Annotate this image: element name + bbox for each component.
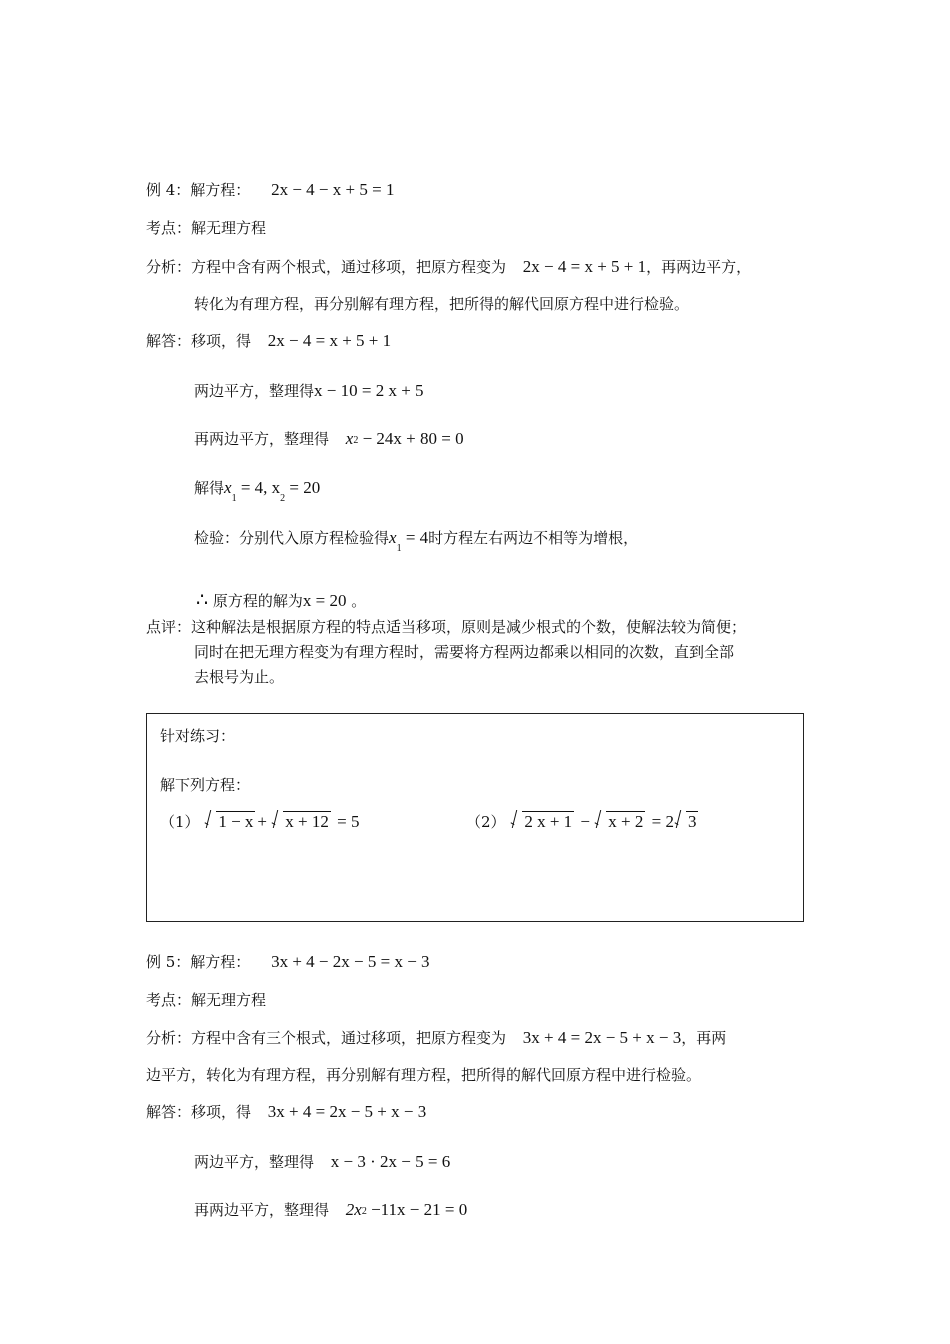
radical: x + 2 <box>594 812 645 832</box>
ex4-dianping-line1: 点评：这种解法是根据原方程的特点适当移项，原则是减少根式的个数，使解法较为简便； <box>146 618 747 636</box>
ex5-step2-equation: 2x2 −11x − 21 = 0 <box>345 1200 468 1219</box>
ex4-jieda-equation: 2x − 4 = x + 5 + 1 <box>267 331 392 350</box>
ex5-step1-equation: x − 3 · 2x − 5 = 6 <box>330 1152 451 1171</box>
practice-problem-2: （2） 2 x + 1 − x + 2 = 2 3 <box>466 812 700 832</box>
ex4-title-equation: 2x − 4 − x + 5 = 1 <box>271 180 395 199</box>
radical: x + 12 <box>271 812 331 832</box>
ex4-step3-equation: $x_1 = 4$, $x_2 = 20$ <box>224 478 321 504</box>
ex5-fenxi-line1: 分析：方程中含有三个根式，通过移项，把原方程变为 3x + 4 = 2x − 5 + x − 3，再两 <box>146 1028 727 1047</box>
ex4-jieda: 解答：移项，得 2x − 4 = x + 5 + 1 <box>146 331 392 350</box>
ex4-fenxi-line1: 分析：方程中含有两个根式，通过移项，把原方程变为 2x − 4 = x + 5 + 1，再两边平方， <box>146 257 752 276</box>
radical: 1 − x <box>204 812 255 832</box>
ex5-kaodian: 考点：解无理方程 <box>146 991 267 1009</box>
ex5-jieda: 解答：移项，得 3x + 4 = 2x − 5 + x − 3 <box>146 1102 427 1121</box>
ex4-title: 例 4：解方程： 2x − 4 − x + 5 = 1 <box>146 180 395 199</box>
practice-instruction: 解下列方程： <box>160 776 251 794</box>
ex4-kaodian: 考点：解无理方程 <box>146 219 267 237</box>
ex5-step2: 再两边平方，整理得 2x2 −11x − 21 = 0 <box>194 1200 468 1219</box>
ex4-step1: 两边平方，整理得x − 10 = 2 x + 5 <box>194 381 424 400</box>
ex4-fenxi-equation: 2x − 4 = x + 5 + 1 <box>522 257 647 276</box>
ex4-step2: 再两边平方，整理得 x2 − 24x + 80 = 0 <box>194 429 464 448</box>
practice-problem-2-equation: 2 x + 1 − x + 2 = 2 3 <box>510 812 700 831</box>
ex5-title-equation: 3x + 4 − 2x − 5 = x − 3 <box>271 952 430 971</box>
ex5-fenxi-equation: 3x + 4 = 2x − 5 + x − 3 <box>522 1028 682 1047</box>
therefore-symbol: ∴ <box>196 589 209 611</box>
ex4-dianping-line3: 去根号为止。 <box>194 668 285 686</box>
ex5-title: 例 5：解方程： 3x + 4 − 2x − 5 = x − 3 <box>146 952 430 971</box>
practice-problem-1: （1） 1 − x + x + 12 = 5 <box>160 812 360 831</box>
ex5-fenxi-line2: 边平方，转化为有理方程，再分别解有理方程，把所得的解代回原方程中进行检验。 <box>146 1066 702 1084</box>
ex4-step1-equation: x − 10 = 2 x + 5 <box>314 381 424 400</box>
ex4-step2-equation: x2 − 24x + 80 = 0 <box>345 429 464 448</box>
ex5-step1: 两边平方，整理得 x − 3 · 2x − 5 = 6 <box>194 1152 451 1171</box>
ex4-answer: x = 20 <box>302 591 347 610</box>
ex4-fenxi-line2: 转化为有理方程，再分别解有理方程，把所得的解代回原方程中进行检验。 <box>194 295 690 313</box>
radical: 3 <box>674 812 699 832</box>
ex5-jieda-equation: 3x + 4 = 2x − 5 + x − 3 <box>267 1102 427 1121</box>
ex4-dianping-line2: 同时在把无理方程变为有理方程时，需要将方程两边都乘以相同的次数，直到全部 <box>194 643 735 661</box>
practice-problem-1-equation: 1 − x + x + 12 = 5 <box>204 812 359 831</box>
ex4-therefore: ∴ 原方程的解为x = 20 。 <box>196 589 367 611</box>
radical: 2 x + 1 <box>510 812 574 832</box>
ex4-check-equation: $x_1 = 4$ <box>389 528 429 554</box>
ex4-check: 检验：分别代入原方程检验得$x_1 = 4$时方程左右两边不相等为增根， <box>194 528 639 554</box>
ex4-step3: 解得$x_1 = 4$, $x_2 = 20$ <box>194 478 321 504</box>
practice-heading: 针对练习： <box>160 727 236 745</box>
